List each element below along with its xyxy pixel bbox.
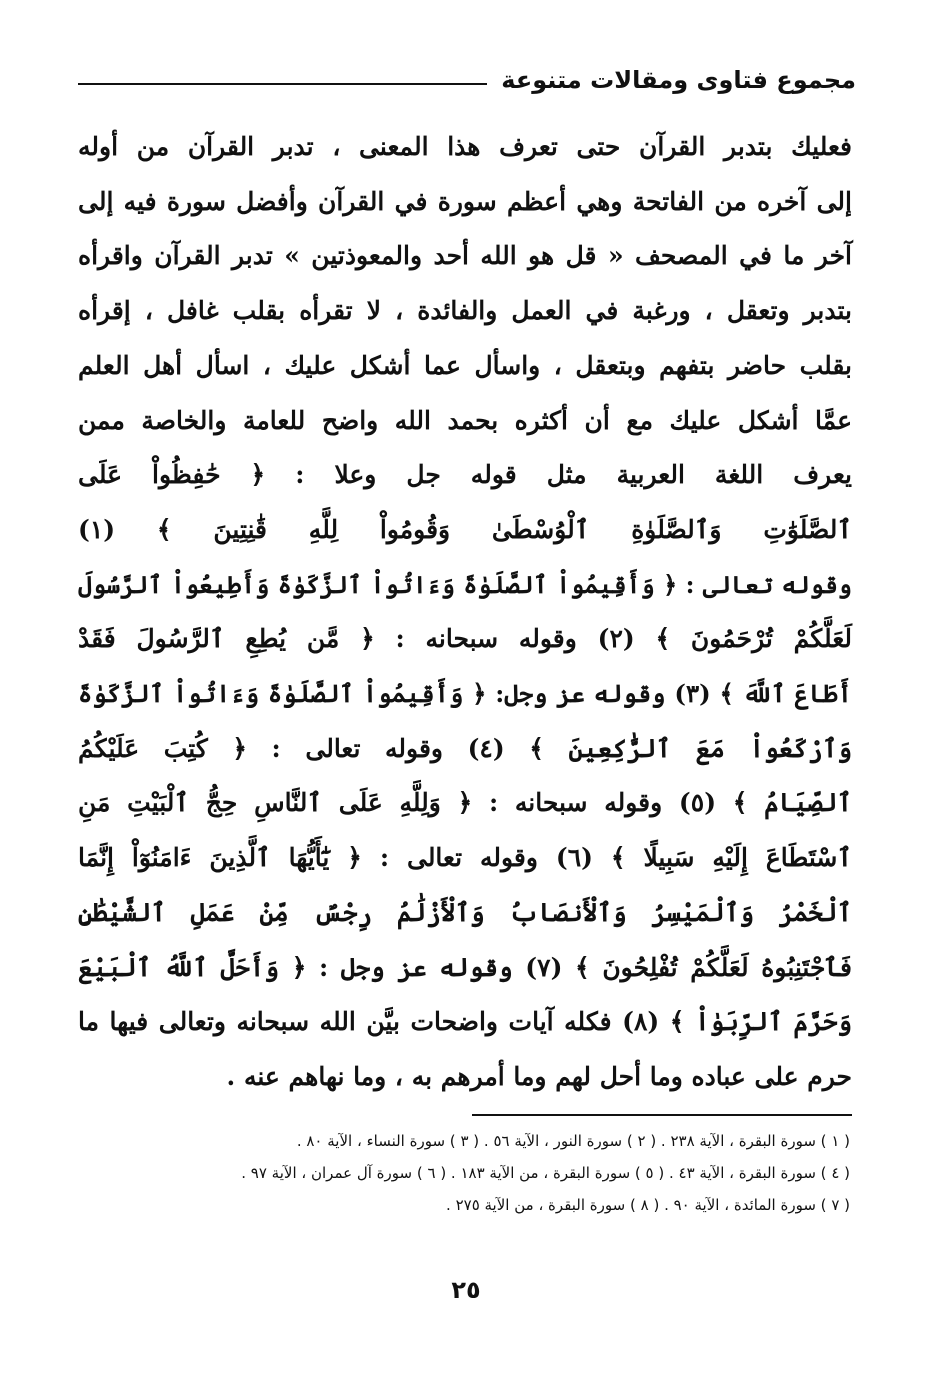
body-line: وَحَرَّمَ ٱلرِّبَوٰاْ ﴾ (٨) فكله آيات واضحات بيَّن الله سبحانه وتعالى فيها ما <box>78 1007 852 1037</box>
running-header <box>78 60 856 100</box>
body-line: آخر ما في المصحف « قل هو الله أحد والمعوذتين » تدبر القرآن واقرأه <box>78 241 852 271</box>
body-line: يعرف اللغة العربية مثل قوله جل وعلا : ﴿ حَٰفِظُواْ عَلَى <box>78 460 852 490</box>
body-text <box>78 120 852 1105</box>
page-number: ٢٥ <box>451 1276 481 1304</box>
body-line: فَٱجْتَنِبُوهُ لَعَلَّكُمْ تُفْلِحُونَ ﴾ (٧) وقوله عز وجل : ﴿ وَأَحَلَّ ٱللَّهُ ٱلْبَيْعَ <box>78 952 852 982</box>
footnote-separator <box>472 1114 852 1116</box>
footnote-line: ( ٧ ) سورة المائدة ، الآية ٩٠ . ( ٨ ) سورة البقرة ، من الآية ٢٧٥ . <box>446 1196 850 1214</box>
body-line: ٱسْتَطَاعَ إِلَيْهِ سَبِيلًا ﴾ (٦) وقوله تعالى : ﴿ يَٰٓأَيُّهَا ٱلَّذِينَ ءَامَنُوٓاْ إِنَّمَا <box>78 843 852 873</box>
body-line: فعليك بتدبر القرآن حتى تعرف هذا المعنى ، تدبر القرآن من أوله <box>78 132 852 161</box>
footnote-line: ( ١ ) سورة البقرة ، الآية ٢٣٨ . ( ٢ ) سورة النور ، الآية ٥٦ . ( ٣ ) سورة النساء ، الآية ٨٠ . <box>296 1132 850 1150</box>
footnotes <box>100 1125 850 1221</box>
footnote-line: ( ٤ ) سورة البقرة ، الآية ٤٣ . ( ٥ ) سورة البقرة ، من الآية ١٨٣ . ( ٦ ) سورة آل عمران ، الآية ٩٧ . <box>241 1164 850 1182</box>
body-line: حرم على عباده وما أحل لهم وما أمرهم به ، وما نهاهم عنه . <box>226 1061 852 1091</box>
header-title: مجموع فتاوى ومقالات متنوعة <box>501 66 856 94</box>
body-line: لَعَلَّكُمْ تُرْحَمُونَ ﴾ (٢) وقوله سبحانه : ﴿ مَّن يُطِعِ ٱلرَّسُولَ فَقَدْ <box>78 624 852 654</box>
body-line: أَطَاعَ ٱللَّهَ ﴾ (٣) وقوله عز وجل: ﴿ وَأَقِيمُواْ ٱلصَّلَوٰةَ وَءَاتُواْ ٱلزَّكَوٰةَ <box>78 679 853 709</box>
body-line: بقلب حاضر بتفهم وبتعقل ، واسأل عما أشكل عليك ، اسأل أهل العلم <box>78 350 852 380</box>
body-line: بتدبر وتعقل ، ورغبة في العمل والفائدة ، لا تقرأه بقلب غافل ، إقرأه <box>78 296 852 326</box>
body-line: ٱلْخَمْرُ وَٱلْمَيْسِرُ وَٱلْأَنصَابُ وَٱلْأَزْلَٰمُ رِجْسٌ مِّنْ عَمَلِ ٱلشَّيْطَٰنِ <box>78 897 852 927</box>
body-line: عمَّا أشكل عليك مع أن أكثره بحمد الله واضح للعامة والخاصة ممن <box>78 405 852 435</box>
body-line: إلى آخره من الفاتحة وهي أعظم سورة في القرآن وأفضل سورة فيه إلى <box>78 186 852 216</box>
header-rule <box>78 83 487 85</box>
body-line: وَٱرْكَعُواْ مَعَ ٱلرَّٰكِعِينَ ﴾ (٤) وقوله تعالى : ﴿ كُتِبَ عَلَيْكُمُ <box>78 733 853 763</box>
body-line: ٱلصِّيَامُ ﴾ (٥) وقوله سبحانه : ﴿ وَلِلَّهِ عَلَى ٱلنَّاسِ حِجُّ ٱلْبَيْتِ مَنِ <box>78 788 852 818</box>
body-line: وقوله تعالى : ﴿ وَأَقِيمُواْ ٱلصَّلَوٰةَ وَءَاتُواْ ٱلزَّكَوٰةَ وَأَطِيعُواْ ٱلرَّسُولَ <box>78 569 852 599</box>
body-line: ٱلصَّلَوَٰتِ وَٱلصَّلَوٰةِ ٱلْوُسْطَىٰ وَقُومُواْ لِلَّهِ قَٰنِتِينَ ﴾ (١) <box>78 514 852 544</box>
